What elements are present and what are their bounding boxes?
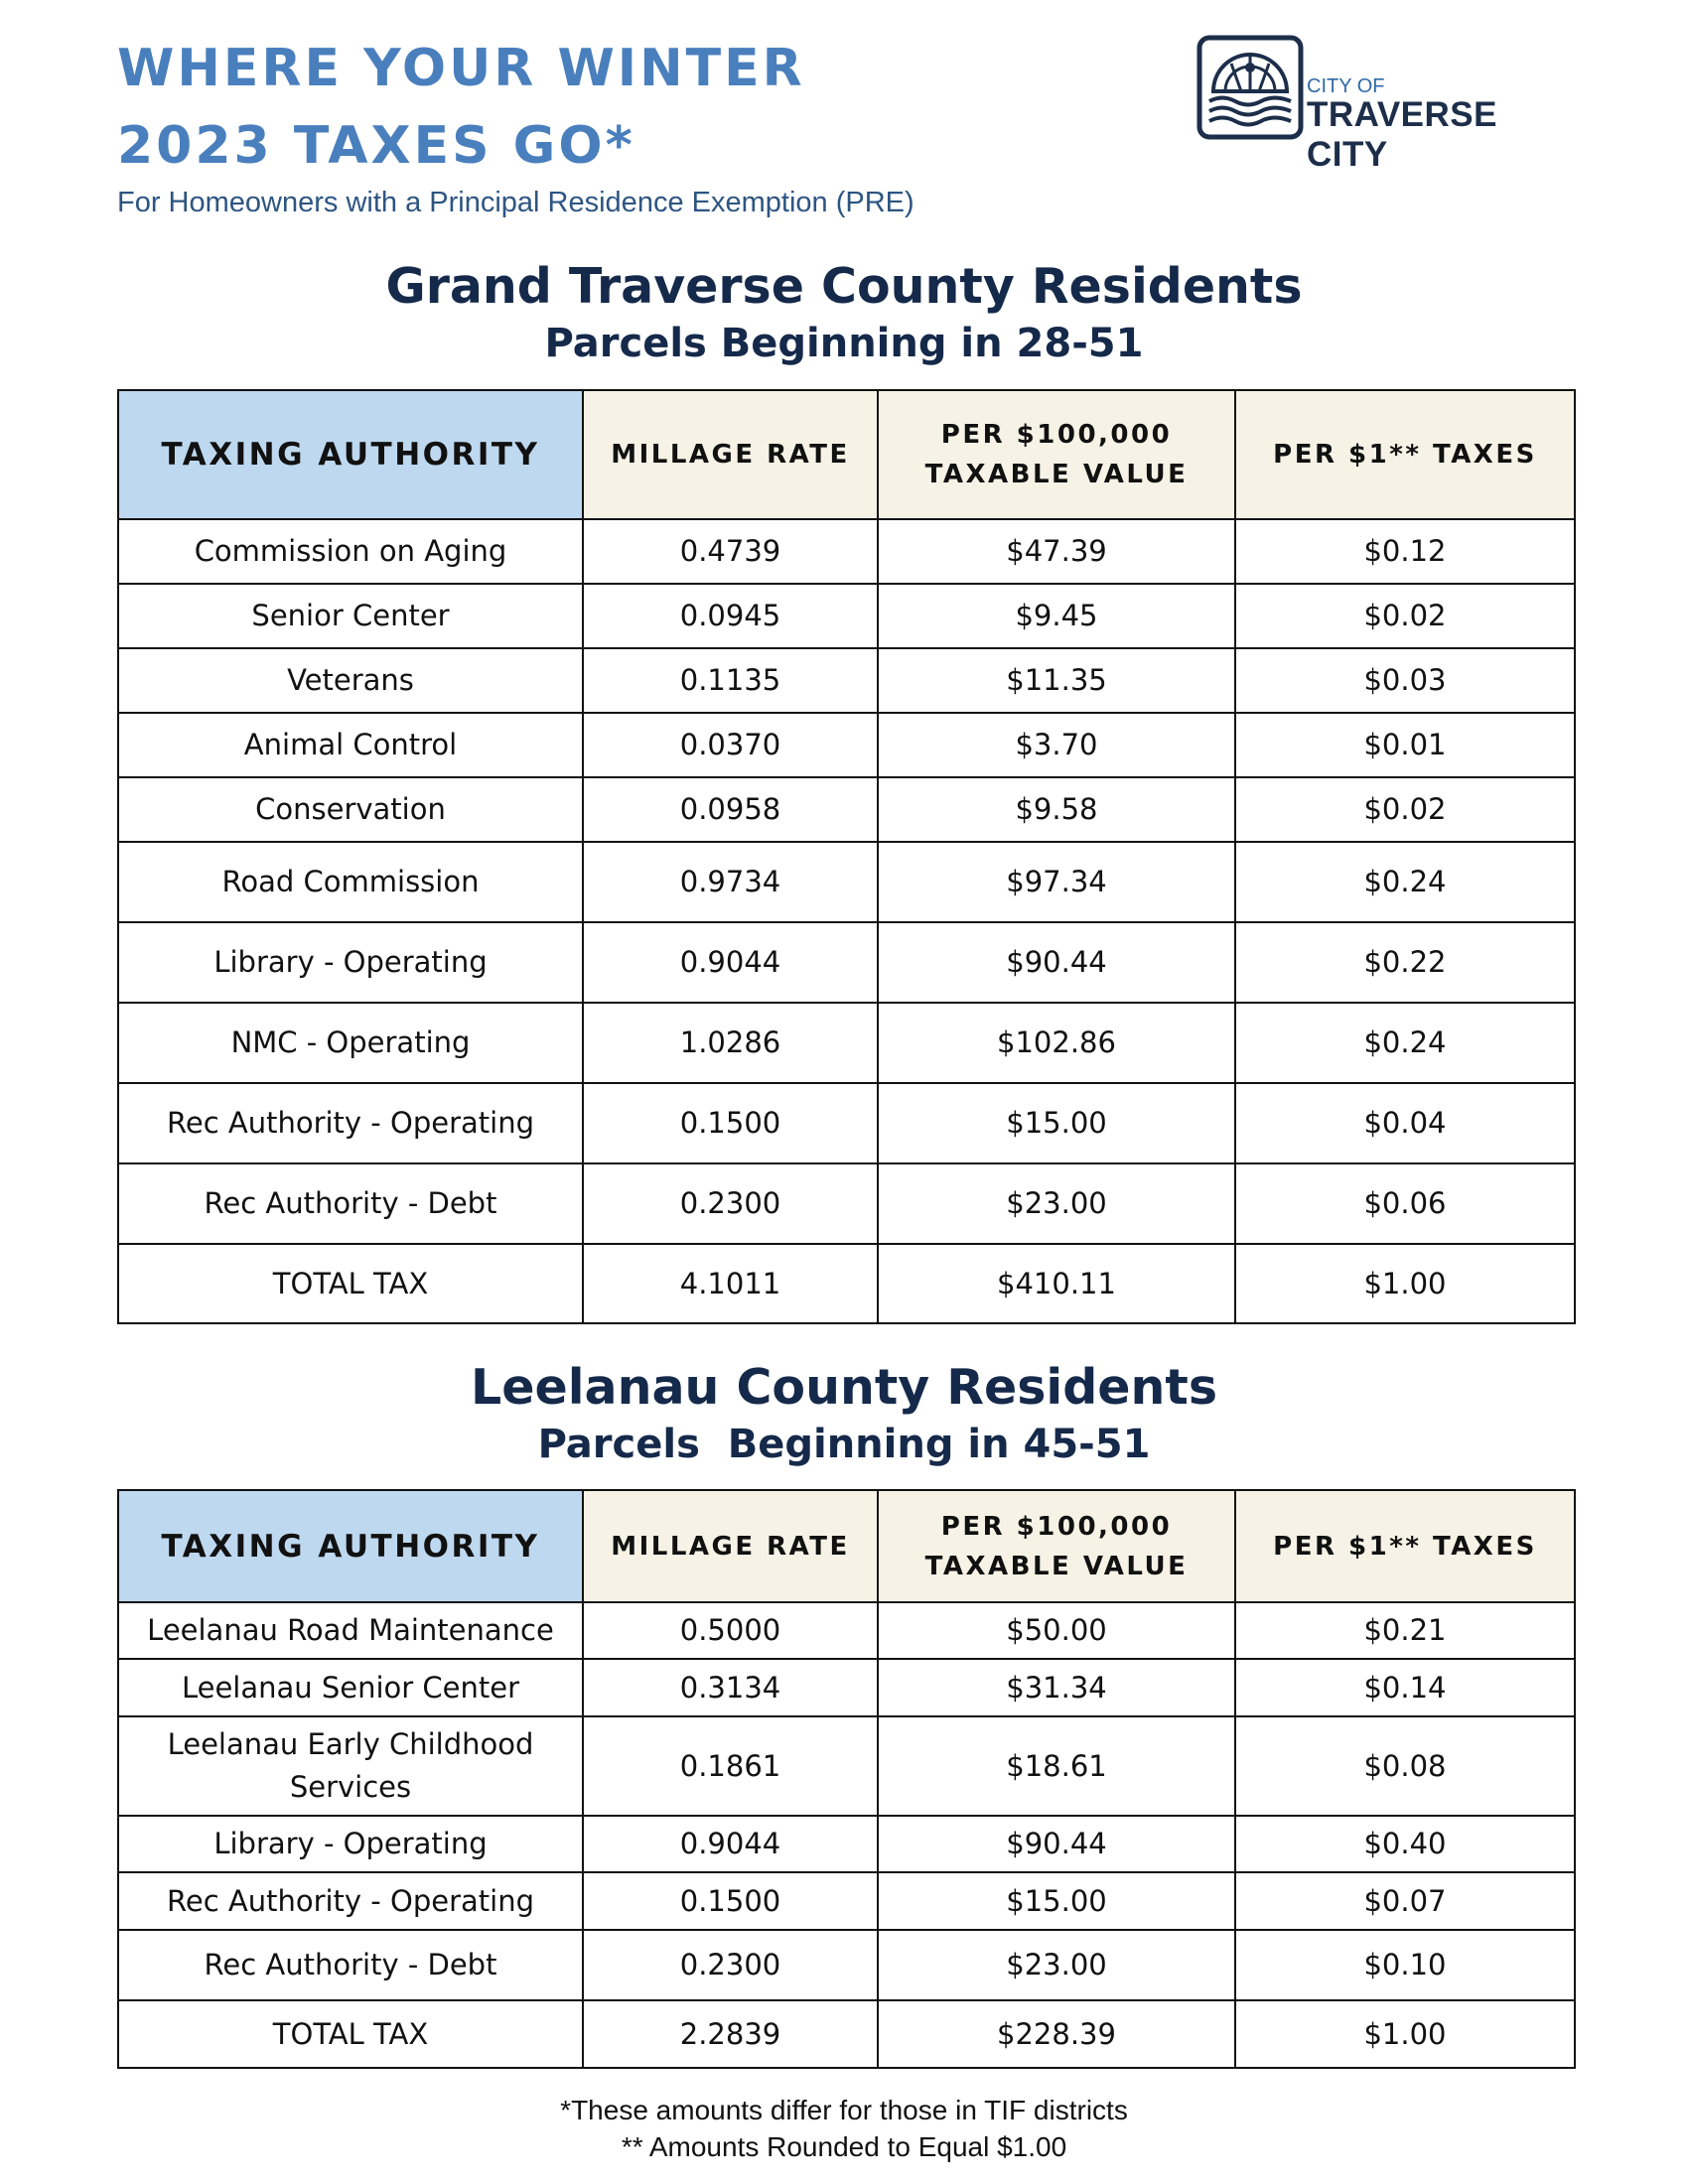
table-row — [118, 1930, 1575, 2000]
cell-per-dollar: $0.02 — [1235, 584, 1575, 648]
cell-per100k: $18.61 — [878, 1716, 1235, 1816]
gt-title: Grand Traverse County Residents — [385, 258, 1303, 315]
table-row — [118, 584, 1575, 648]
cell-authority: Senior Center — [118, 584, 583, 648]
traverse-city-logo-icon — [1196, 34, 1305, 141]
cell-per100k: $11.35 — [878, 648, 1235, 713]
col-header-per100k-line1: PER $100,000 — [940, 1511, 1173, 1542]
cell-millage: 0.1500 — [583, 1872, 878, 1930]
cell-per100k: $15.00 — [878, 1083, 1235, 1163]
cell-per-dollar: $0.08 — [1235, 1716, 1575, 1816]
lee-subtitle: Parcels Beginning in 45-51 — [537, 1422, 1151, 1467]
city-logo — [1196, 34, 1573, 174]
page-title-line2: 2023 TAXES GO* — [117, 116, 635, 176]
cell-millage: 0.2300 — [583, 1163, 878, 1244]
cell-authority: Animal Control — [118, 713, 583, 777]
table-header-row — [118, 390, 1575, 519]
cell-authority: Road Commission — [118, 842, 583, 922]
table-row — [118, 1872, 1575, 1930]
cell-millage: 4.1011 — [583, 1244, 878, 1323]
table-row — [118, 777, 1575, 842]
cell-millage: 0.1500 — [583, 1083, 878, 1163]
cell-millage: 0.0958 — [583, 777, 878, 842]
table-row — [118, 1003, 1575, 1083]
cell-authority: TOTAL TAX — [118, 1244, 583, 1323]
cell-millage: 0.1135 — [583, 648, 878, 713]
col-header-authority: TAXING AUTHORITY — [118, 1490, 583, 1602]
cell-authority: Rec Authority - Debt — [118, 1930, 583, 2000]
cell-per-dollar: $0.01 — [1235, 713, 1575, 777]
lee-tax-table — [117, 1489, 1576, 2069]
col-header-millage: MILLAGE RATE — [583, 1490, 878, 1602]
cell-millage: 0.4739 — [583, 519, 878, 584]
col-header-per100k-line2: TAXABLE VALUE — [924, 1551, 1189, 1581]
page-title — [117, 30, 872, 185]
cell-millage: 0.9044 — [583, 1816, 878, 1872]
cell-per-dollar: $0.10 — [1235, 1930, 1575, 2000]
col-header-per-dollar: PER $1** TAXES — [1235, 390, 1575, 519]
cell-per-dollar: $0.12 — [1235, 519, 1575, 584]
table-row — [118, 922, 1575, 1003]
col-header-per-dollar: PER $1** TAXES — [1235, 1490, 1575, 1602]
cell-per-dollar: $1.00 — [1235, 1244, 1575, 1323]
table-row — [118, 1816, 1575, 1872]
cell-per100k: $90.44 — [878, 1816, 1235, 1872]
cell-authority: Rec Authority - Debt — [118, 1163, 583, 1244]
cell-millage: 0.1861 — [583, 1716, 878, 1816]
cell-millage: 1.0286 — [583, 1003, 878, 1083]
cell-per-dollar: $0.24 — [1235, 1003, 1575, 1083]
cell-per-dollar: $0.06 — [1235, 1163, 1575, 1244]
page-header — [117, 30, 1587, 228]
col-header-per100k-line1: PER $100,000 — [940, 420, 1173, 450]
page-title-line1: WHERE YOUR WINTER — [117, 39, 805, 98]
gt-section-title — [0, 258, 1688, 371]
cell-millage: 0.2300 — [583, 1930, 878, 2000]
cell-authority: Library - Operating — [118, 922, 583, 1003]
cell-per100k: $9.58 — [878, 777, 1235, 842]
cell-per100k: $31.34 — [878, 1659, 1235, 1716]
cell-authority: NMC - Operating — [118, 1003, 583, 1083]
cell-millage: 0.9734 — [583, 842, 878, 922]
cell-per100k: $47.39 — [878, 519, 1235, 584]
cell-authority: Veterans — [118, 648, 583, 713]
cell-per100k: $9.45 — [878, 584, 1235, 648]
cell-per100k: $410.11 — [878, 1244, 1235, 1323]
table-row — [118, 842, 1575, 922]
gt-tax-table — [117, 389, 1576, 1324]
table-row — [118, 713, 1575, 777]
table-row — [118, 1716, 1575, 1816]
table-header-row — [118, 1490, 1575, 1602]
table-row — [118, 1083, 1575, 1163]
cell-millage: 0.9044 — [583, 922, 878, 1003]
table-row — [118, 2000, 1575, 2068]
cell-authority: Leelanau Senior Center — [118, 1659, 583, 1716]
cell-per100k: $90.44 — [878, 922, 1235, 1003]
footnote-2: ** Amounts Rounded to Equal $1.00 — [621, 2131, 1067, 2162]
logo-small-text: CITY OF — [1307, 75, 1385, 97]
cell-per-dollar: $1.00 — [1235, 2000, 1575, 2068]
cell-per100k: $3.70 — [878, 713, 1235, 777]
cell-authority: Rec Authority - Operating — [118, 1083, 583, 1163]
table-row — [118, 648, 1575, 713]
cell-millage: 2.2839 — [583, 2000, 878, 2068]
table-row — [118, 1244, 1575, 1323]
gt-subtitle: Parcels Beginning in 28-51 — [544, 321, 1144, 366]
cell-authority: TOTAL TAX — [118, 2000, 583, 2068]
cell-per100k: $23.00 — [878, 1163, 1235, 1244]
table-row — [118, 1602, 1575, 1659]
cell-per-dollar: $0.03 — [1235, 648, 1575, 713]
cell-authority: Conservation — [118, 777, 583, 842]
col-header-per100k — [878, 1490, 1235, 1602]
table-row — [118, 1659, 1575, 1716]
cell-per-dollar: $0.04 — [1235, 1083, 1575, 1163]
col-header-per100k-line2: TAXABLE VALUE — [924, 460, 1189, 489]
footnotes — [0, 2092, 1688, 2165]
cell-per-dollar: $0.24 — [1235, 842, 1575, 922]
footnote-1: *These amounts differ for those in TIF districts — [560, 2095, 1128, 2125]
table-row — [118, 1163, 1575, 1244]
cell-per-dollar: $0.02 — [1235, 777, 1575, 842]
cell-per-dollar: $0.14 — [1235, 1659, 1575, 1716]
cell-millage: 0.5000 — [583, 1602, 878, 1659]
cell-millage: 0.0945 — [583, 584, 878, 648]
lee-section-title — [0, 1359, 1688, 1472]
cell-per-dollar: $0.21 — [1235, 1602, 1575, 1659]
cell-per-dollar: $0.22 — [1235, 922, 1575, 1003]
cell-millage: 0.0370 — [583, 713, 878, 777]
cell-authority: Library - Operating — [118, 1816, 583, 1872]
table-row — [118, 519, 1575, 584]
cell-millage: 0.3134 — [583, 1659, 878, 1716]
cell-per100k: $15.00 — [878, 1872, 1235, 1930]
cell-per100k: $97.34 — [878, 842, 1235, 922]
logo-big-text: TRAVERSE CITY — [1307, 95, 1497, 174]
col-header-millage: MILLAGE RATE — [583, 390, 878, 519]
cell-per-dollar: $0.40 — [1235, 1816, 1575, 1872]
lee-title: Leelanau County Residents — [471, 1359, 1217, 1416]
cell-per100k: $228.39 — [878, 2000, 1235, 2068]
cell-per100k: $50.00 — [878, 1602, 1235, 1659]
page-subtitle: For Homeowners with a Principal Residence Exemption (PRE) — [117, 187, 914, 218]
cell-authority: Leelanau Early Childhood Services — [118, 1716, 583, 1816]
cell-per100k: $102.86 — [878, 1003, 1235, 1083]
cell-authority: Leelanau Road Maintenance — [118, 1602, 583, 1659]
cell-authority: Rec Authority - Operating — [118, 1872, 583, 1930]
cell-authority: Commission on Aging — [118, 519, 583, 584]
col-header-per100k — [878, 390, 1235, 519]
cell-per-dollar: $0.07 — [1235, 1872, 1575, 1930]
col-header-authority: TAXING AUTHORITY — [118, 390, 583, 519]
cell-per100k: $23.00 — [878, 1930, 1235, 2000]
